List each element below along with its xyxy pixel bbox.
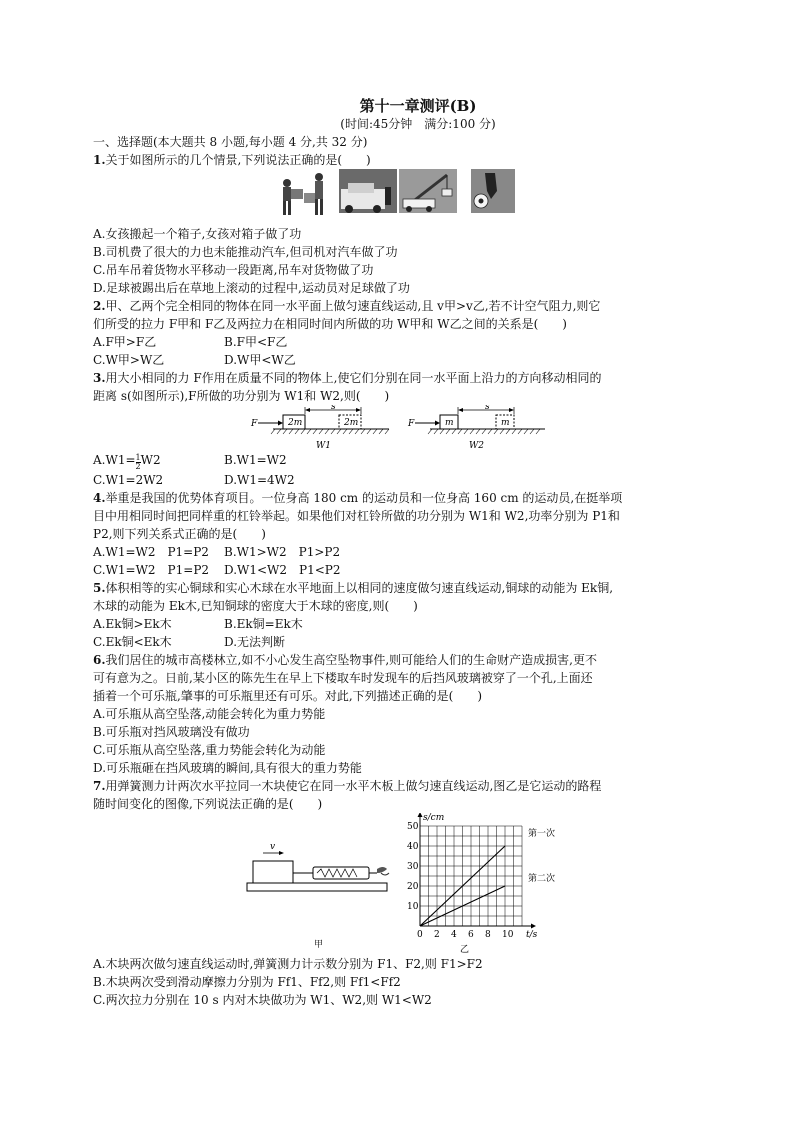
q5-option-c: C.Ek铜<Ek木 (93, 635, 172, 649)
option-text: A.W1= (93, 453, 136, 467)
question-text: 举重是我国的优势体育项目。一位身高 180 cm 的运动员和一位身高 160 cm 的运动员,在挺举项 (105, 491, 623, 505)
question-6-stem-cont-2: 插着一个可乐瓶,肇事的可乐瓶里还有可乐。对此,下列描述正确的是( ) (93, 689, 482, 703)
block-spring-scale-diagram (247, 842, 389, 950)
force-label: F (251, 419, 258, 429)
question-text: 关于如图所示的几个情景,下列说法正确的是( ) (105, 153, 371, 167)
y-tick-label: 50 (407, 822, 419, 832)
exam-page (93, 96, 713, 1009)
q5-options-row-1 (93, 615, 713, 633)
y-tick-label: 10 (407, 902, 419, 912)
question-text: 我们居住的城市高楼林立,如不小心发生高空坠物事件,则可能给人们的生命财产造成损害,更不 (105, 653, 597, 667)
q2-options-row-2 (93, 351, 713, 369)
question-1-figure (93, 169, 713, 225)
driver-pushing-car-picture (339, 169, 397, 213)
question-number: 4. (93, 491, 106, 505)
w1-label: W1 (316, 441, 331, 451)
page-title: 第十一章测评(B) (359, 97, 477, 115)
q1-option-b: B.司机费了很大的力也未能推动汽车,但司机对汽车做了功 (93, 245, 398, 259)
q4-options-row-1 (93, 543, 713, 561)
y-tick-label: 20 (407, 882, 419, 892)
question-4-stem (93, 489, 713, 507)
diagram-w2 (407, 405, 545, 451)
q7-option-a: A.木块两次做匀速直线运动时,弹簧测力计示数分别为 F1、F2,则 F1>F2 (93, 957, 483, 971)
q3-option-b: B.W1=W2 (224, 453, 287, 467)
question-text: 用弹簧测力计两次水平拉同一木块使它在同一水平木板上做匀速直线运动,图乙是它运动的路程 (105, 779, 602, 793)
q3-options-row-2 (93, 471, 713, 489)
question-number: 2. (93, 299, 106, 313)
q6-option-d: D.可乐瓶砸在挡风玻璃的瞬间,具有很大的重力势能 (93, 761, 362, 775)
q5-option-b: B.Ek铜=Ek木 (224, 617, 303, 631)
q2-option-d: D.W甲<W乙 (224, 353, 296, 367)
page-subtitle: (时间:45分钟 满分:100 分) (340, 117, 496, 131)
q3-option-d: D.W1=4W2 (224, 473, 295, 487)
question-1-stem (93, 151, 713, 169)
y-axis-arrow (418, 813, 423, 817)
q6-option-c: C.可乐瓶从高空坠落,重力势能会转化为动能 (93, 743, 326, 757)
q4-option-c: C.W1=W2 P1=P2 (93, 563, 210, 577)
question-6-stem (93, 651, 713, 669)
question-7-stem-cont: 随时间变化的图像,下列说法正确的是( ) (93, 797, 323, 811)
mass-label-moved: m (501, 418, 510, 428)
w2-label: W2 (469, 441, 484, 451)
mass-label-moved: 2m (344, 418, 359, 428)
q3-option-a (93, 451, 224, 471)
fraction-denominator: 2 (135, 462, 141, 471)
q7-figures (93, 813, 713, 955)
q7-option-b: B.木块两次受到滑动摩擦力分别为 Ff1、Ff2,则 Ff1<Ff2 (93, 975, 401, 989)
q4-options-row-2 (93, 561, 713, 579)
x-tick-label: 10 (502, 930, 514, 940)
question-3-stem-cont: 距离 s(如图所示),F所做的功分别为 W1和 W2,则( ) (93, 389, 390, 403)
option-text-tail: W2 (140, 453, 161, 467)
q4-option-d: D.W1<W2 P1<P2 (224, 563, 341, 577)
question-4-stem-cont: 目中用相同时间把同样重的杠铃举起。如果他们对杠铃所做的功分别为 W1和 W2,功率分别为 P1和 (93, 509, 620, 523)
force-label: F (408, 419, 415, 429)
q4-option-a: A.W1=W2 P1=P2 (93, 545, 209, 559)
q2-option-c: C.W甲>W乙 (93, 353, 165, 367)
x-tick-label: 4 (451, 930, 457, 940)
q3-option-c: C.W1=2W2 (93, 473, 164, 487)
x-tick-label: 0 (417, 930, 423, 940)
question-text: 体积相等的实心铜球和实心木球在水平地面上以相同的速度做匀速直线运动,铜球的动能为 Ek铜, (105, 581, 614, 595)
q2-option-a: A.F甲>F乙 (93, 335, 157, 349)
figure-label-jia: 甲 (314, 940, 324, 950)
q5-option-d: D.无法判断 (224, 635, 286, 649)
question-2-stem-cont: 们所受的拉力 F甲和 F乙及两拉力在相同时间内所做的功 W甲和 W乙之间的关系是( ) (93, 317, 567, 331)
question-text: 甲、乙两个完全相同的物体在同一水平面上做匀速直线运动,且 v甲>v乙,若不计空气阻力,则它 (105, 299, 601, 313)
fraction-numerator: 1 (135, 453, 141, 462)
distance-label: s (331, 405, 336, 412)
mass-label: 2m (288, 418, 303, 428)
chart-y-label: s/cm (423, 813, 445, 823)
force-block-diagrams (93, 405, 713, 451)
q1-option-a: A.女孩搬起一个箱子,女孩对箱子做了功 (93, 227, 302, 241)
x-tick-label: 6 (468, 930, 474, 940)
series-label-first: 第一次 (528, 829, 556, 839)
q2-option-b: B.F甲<F乙 (224, 335, 288, 349)
q1-option-c: C.吊车吊着货物水平移动一段距离,吊车对货物做了功 (93, 263, 374, 277)
x-tick-label: 8 (485, 930, 491, 940)
q6-option-b: B.可乐瓶对挡风玻璃没有做功 (93, 725, 250, 739)
question-2-stem (93, 297, 713, 315)
question-number: 7. (93, 779, 106, 793)
x-axis-arrow (531, 924, 536, 929)
question-text: 用大小相同的力 F作用在质量不同的物体上,使它们分别在同一水平面上沿力的方向移动相同的 (105, 371, 602, 385)
chart-x-label: t/s (526, 930, 538, 940)
question-number: 3. (93, 371, 106, 385)
q1-option-d: D.足球被踢出后在草地上滚动的过程中,运动员对足球做了功 (93, 281, 410, 295)
figure-label-yi: 乙 (460, 945, 470, 955)
chart-ticks (407, 822, 514, 940)
section-heading: 一、选择题(本大题共 8 小题,每小题 4 分,共 32 分) (93, 135, 368, 149)
series-label-second: 第二次 (528, 874, 556, 884)
question-7-figure (93, 813, 713, 955)
q6-option-a: A.可乐瓶从高空坠落,动能会转化为重力势能 (93, 707, 326, 721)
girl-carrying-box-picture (283, 173, 323, 215)
diagram-w1 (250, 405, 389, 451)
question-3-stem (93, 369, 713, 387)
s-t-graph (407, 813, 555, 955)
question-number: 1. (93, 153, 106, 167)
y-tick-label: 40 (407, 842, 419, 852)
question-number: 6. (93, 653, 106, 667)
question-7-stem (93, 777, 713, 795)
velocity-label: v (270, 842, 276, 852)
crane-lifting-cargo-picture (399, 169, 457, 213)
q5-options-row-2 (93, 633, 713, 651)
q3-options-row-1 (93, 451, 713, 471)
x-tick-label: 2 (434, 930, 440, 940)
scene-illustrations (93, 169, 713, 225)
question-5-stem (93, 579, 713, 597)
question-6-stem-cont: 可有意为之。日前,某小区的陈先生在早上下楼取车时发现车的后挡风玻璃被穿了一个孔,上面还 (93, 671, 593, 685)
mass-label: m (445, 418, 454, 428)
question-5-stem-cont: 木球的动能为 Ek木,已知铜球的密度大于木球的密度,则( ) (93, 599, 418, 613)
q5-option-a: A.Ek铜>Ek木 (93, 617, 172, 631)
q7-option-c: C.两次拉力分别在 10 s 内对木块做功为 W1、W2,则 W1<W2 (93, 993, 432, 1007)
kicked-football-picture (471, 169, 515, 213)
question-4-stem-cont-2: P2,则下列关系式正确的是( ) (93, 527, 266, 541)
distance-label: s (485, 405, 490, 412)
question-3-figure (93, 405, 713, 451)
q4-option-b: B.W1>W2 P1>P2 (224, 545, 341, 559)
q2-options-row-1 (93, 333, 713, 351)
y-tick-label: 30 (407, 862, 419, 872)
question-number: 5. (93, 581, 106, 595)
